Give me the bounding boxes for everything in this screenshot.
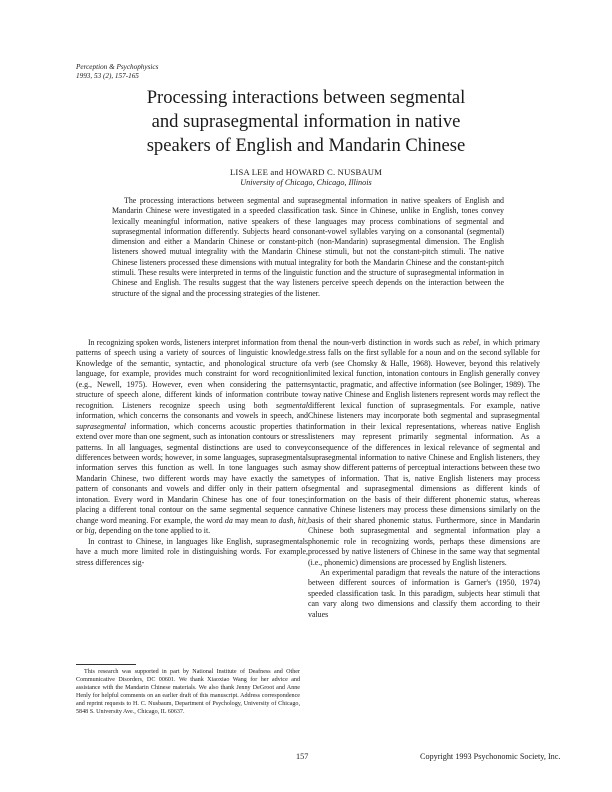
footnote-divider bbox=[76, 664, 136, 665]
body-paragraph: In contrast to Chinese, in languages like English, suprasegmentals have a much more limited role in distinguishing words. For example, stress differences sig- bbox=[76, 536, 308, 567]
body-column-right bbox=[308, 338, 540, 620]
body-paragraph: nal the noun-verb distinction in words such as rebel, in which primary stress falls on the first syllable for a noun and on the second syllable for a verb (see Chomsky & Halle, 1968). However, beyond this relatively limited lexical function, intonation contours in English generally convey syntactic, pragmatic, and affective information (see Bolinger, 1989). The way native Chinese and English listeners represent words may reflect the different lexical function of suprasegmentals. For example, native Chinese listeners may incorporate both segmental and suprasegmental information in their lexical representations, whereas native English listeners may represent primarily segmental information. As a consequence of the differences in lexical relevance of segmental and suprasegmental information to native Chinese and English listeners, they may show different patterns of perceptual interactions between these two types of information. That is, native English listeners may process segmental and suprasegmental dimensions as different kinds of information on the basis of their different phonemic status, whereas native Chinese listeners may process these dimensions similarly on the basis of their shared phonemic status. Furthermore, since in Mandarin Chinese both suprasegmental and segmental information play a phonemic role in recognizing words, perhaps these dimensions are processed by native listeners of Chinese in the same way that segmental (i.e., phonemic) dimensions are processed by English listeners. bbox=[308, 338, 540, 567]
footnote bbox=[76, 668, 300, 716]
title-line-1: Processing interactions between segmental bbox=[146, 87, 466, 108]
title-line-2: and suprasegmental information in native bbox=[151, 111, 461, 132]
body-paragraph: In recognizing spoken words, listeners interpret information from the patterns of speech using a variety of sources of linguistic knowledge. Knowledge of the semantic, syntactic, and phonological structure of language, for example, provides much constraint for word recognition (e.g., Newell, 1975). However, even when considering the pattern structure of speech alone, different kinds of information contribute to recognition. Listeners recognize speech using both segmental information, which concerns the consonants and vowels in speech, and suprasegmental information, which concerns acoustic properties that extend over more than one segment, such as intonation contours or stress patterns. In all languages, segmental distinctions are used to convey differences between words; however, in some languages, suprasegmental information serves this function as well. In tone languages such as Mandarin Chinese, two different words may have exactly the same pattern of consonants and vowels and differ only in their pattern of intonation. Every word in Mandarin Chinese has one of four tones; placing a different tonal contour on the same segmental sequence can change word meaning. For example, the word da may mean to dash, hit, or big, depending on the tone applied to it. bbox=[76, 338, 309, 536]
footnote-text: This research was supported in part by National Institute of Deafness and Other Communicative Disorders, DC 00601. We thank Xiaoxiao Wang for her advice and assistance with the Mandarin Chinese materials. We also thank Jenny DeGroot and Anne Henly for helpful comments on an earlier draft of this manuscript. Address correspondence and reprint requests to H. C. Nusbaum, Department of Psychology, University of Chicago, 5848 S. University Ave., Chicago, IL 60637. bbox=[76, 669, 300, 715]
abstract: The processing interactions between segmental and suprasegmental information in native speakers of English and Mandarin Chinese were investigated in a speeded classification task. Since in Chinese, unlike in English, tones convey lexically meaningful information, native speakers of these languages may process combinations of segmental and suprasegmental information differently. Subjects heard consonant-vowel syllables varying on a consonantal (segmental) dimension and either a Mandarin Chinese or constant-pitch (non-Mandarin) suprasegmental dimension. The English listeners showed mutual integrality with the Mandarin Chinese stimuli, but not the constant-pitch stimuli. The native Chinese listeners processed these dimensions with mutual integrality for both the Mandarin Chinese and the constant-pitch stimuli. These results were interpreted in terms of the linguistic function and the structure of suprasegmental information in Chinese and English. The results suggest that the way listeners perceive speech depends on the interaction between the structure of the signal and the processing strategies of the listener. bbox=[112, 196, 504, 298]
affiliation: University of Chicago, Chicago, Illinois bbox=[240, 178, 372, 187]
body-column-left bbox=[76, 338, 308, 568]
journal-volume: 1993, 53 (2), 157-165 bbox=[76, 72, 139, 80]
journal-name: Perception & Psychophysics bbox=[76, 63, 159, 71]
paper-title bbox=[70, 86, 542, 158]
title-line-3: speakers of English and Mandarin Chinese bbox=[146, 135, 466, 156]
body-paragraph: An experimental paradigm that reveals the nature of the interactions between different sources of information is Garner's (1950, 1974) speeded classification task. In this paradigm, subjects hear stimuli that can vary along two dimensions and classify them according to their values bbox=[308, 567, 540, 619]
page-number: 157 bbox=[296, 752, 309, 761]
copyright-notice: Copyright 1993 Psychonomic Society, Inc. bbox=[420, 752, 561, 761]
authors: LISA LEE and HOWARD C. NUSBAUM bbox=[229, 167, 383, 177]
journal-citation bbox=[76, 63, 158, 81]
